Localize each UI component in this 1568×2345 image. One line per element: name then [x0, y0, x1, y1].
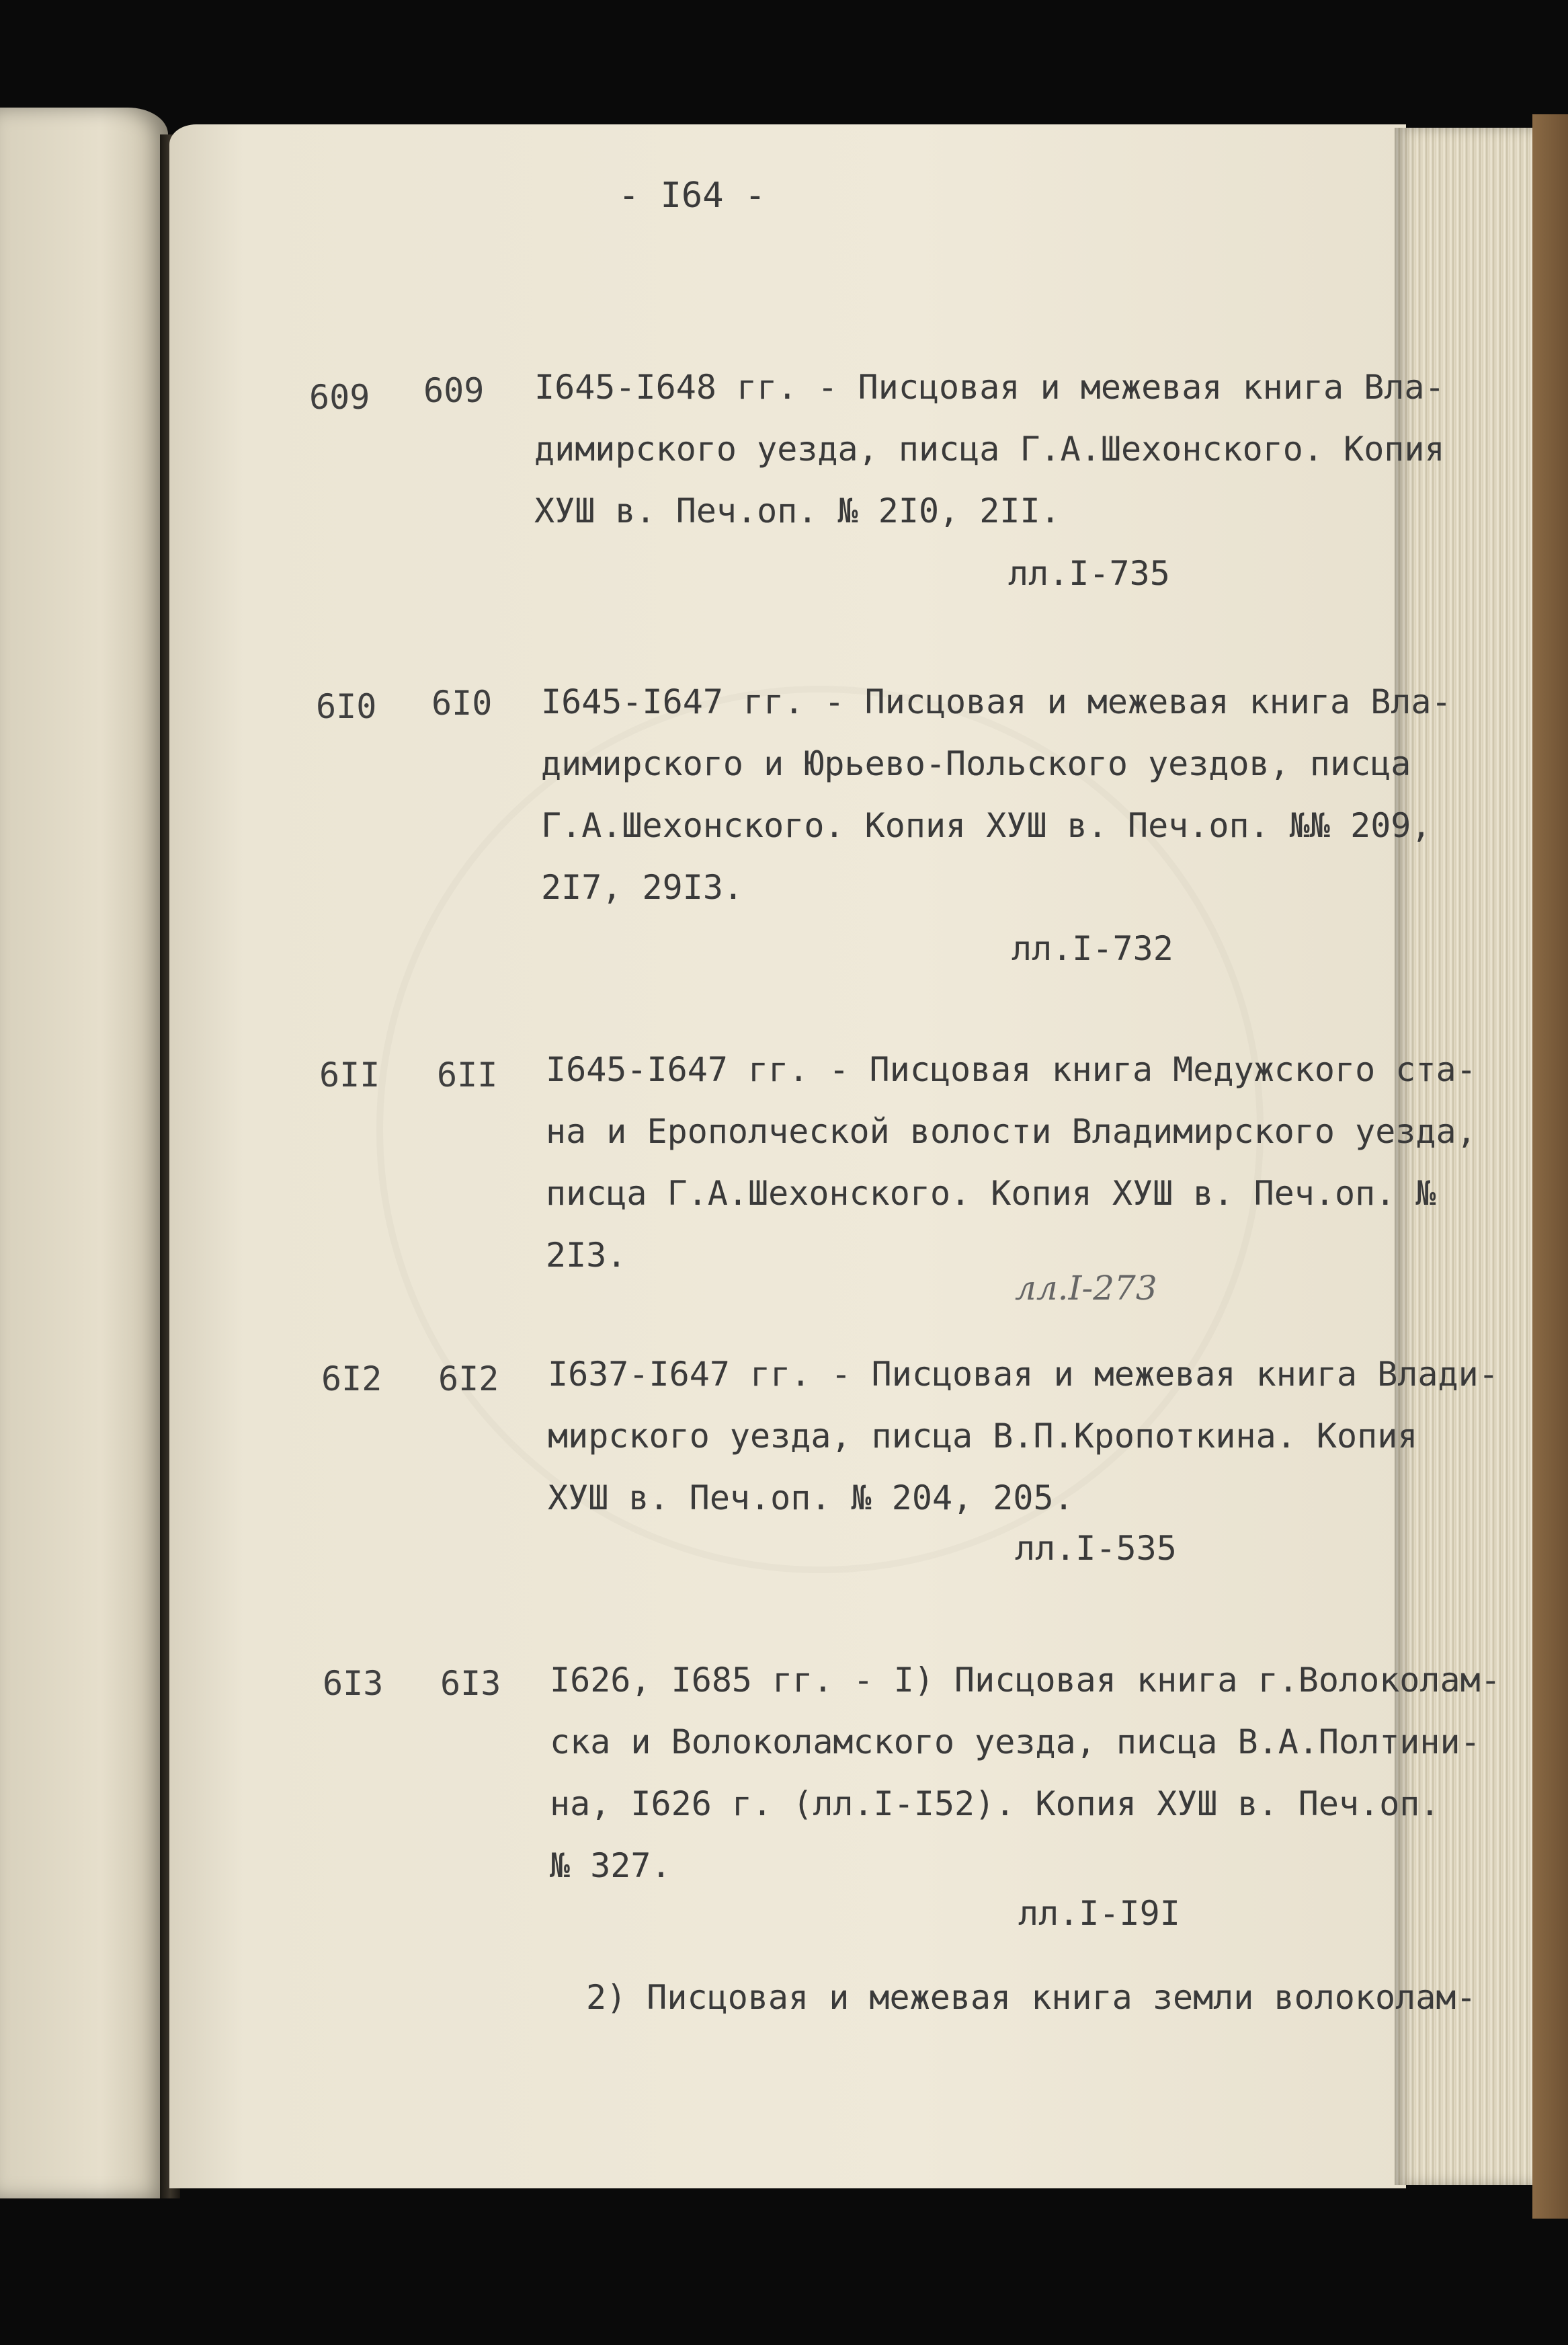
- entry-line: на, I626 г. (лл.I-I52). Копия ХУШ в. Печ.оп.: [550, 1784, 1440, 1823]
- entry-number-b: 609: [423, 371, 485, 410]
- entry-line: I645-I648 гг. - Писцовая и межевая книга Вла-: [534, 368, 1445, 407]
- entry-line: I637-I647 гг. - Писцовая и межевая книга Влади-: [548, 1355, 1499, 1394]
- entry-number-a: 609: [309, 378, 370, 417]
- entry-line: 2I7, 29I3.: [541, 868, 744, 907]
- entry-line: димирского и Юрьево-Польского уездов, писца: [541, 744, 1411, 783]
- entry-line: I645-I647 гг. - Писцовая книга Медужского ста-: [546, 1050, 1477, 1089]
- entry-line: ХУШ в. Печ.оп. № 204, 205.: [548, 1478, 1074, 1517]
- entry-line: ХУШ в. Печ.оп. № 2I0, 2II.: [534, 491, 1061, 530]
- entry-number-a: 6II: [319, 1056, 380, 1095]
- entry-line: Г.А.Шехонского. Копия ХУШ в. Печ.оп. №№ 209,: [541, 806, 1432, 845]
- entry-text: [548, 1343, 1499, 1529]
- page-number: - I64 -: [618, 175, 766, 216]
- entry-line: ска и Волоколамского уезда, писца В.А.Полтини-: [550, 1722, 1481, 1761]
- entry-number-b: 6I3: [440, 1664, 501, 1703]
- entry-number-b: 6I2: [438, 1359, 499, 1398]
- entry-line: I626, I685 гг. - I) Писцовая книга г.Волоколам-: [550, 1661, 1501, 1700]
- entry-line: I645-I647 гг. - Писцовая и межевая книга Вла-: [541, 682, 1452, 721]
- entry-number-a: 6I2: [321, 1359, 382, 1398]
- entry-text: [534, 356, 1445, 542]
- continuation-line: 2) Писцовая и межевая книга земли волоколам-: [586, 1978, 1477, 2017]
- book-cover: [1532, 114, 1568, 2219]
- entry-number-b: 6II: [437, 1056, 498, 1095]
- entry-line: на и Ерополческой волости Владимирского уезда,: [546, 1112, 1477, 1151]
- entry-number-a: 6I3: [323, 1664, 384, 1703]
- entry-line: писца Г.А.Шехонского. Копия ХУШ в. Печ.оп. №: [546, 1174, 1436, 1213]
- entry-line: димирского уезда, писца Г.А.Шехонского. Копия: [534, 430, 1445, 469]
- entry-line: № 327.: [550, 1846, 671, 1885]
- entry-number-b: 6I0: [431, 684, 493, 723]
- entry-folios: лл.I-735: [1008, 554, 1170, 593]
- left-page: [0, 108, 168, 2198]
- entry-text: [546, 1039, 1477, 1286]
- entry-text: [541, 671, 1452, 918]
- entry-number-a: 6I0: [316, 687, 377, 726]
- entry-line: мирского уезда, писца В.П.Кропоткина. Копия: [548, 1417, 1418, 1456]
- entry-folios: лл.I-732: [1012, 929, 1173, 968]
- entry-line: 2I3.: [546, 1236, 627, 1275]
- entry-folios-handwritten: лл.I-273: [1015, 1269, 1157, 1308]
- entry-folios: лл.I-535: [1015, 1529, 1177, 1568]
- entry-folios: лл.I-I9I: [1018, 1894, 1180, 1933]
- entry-text: [550, 1649, 1501, 1897]
